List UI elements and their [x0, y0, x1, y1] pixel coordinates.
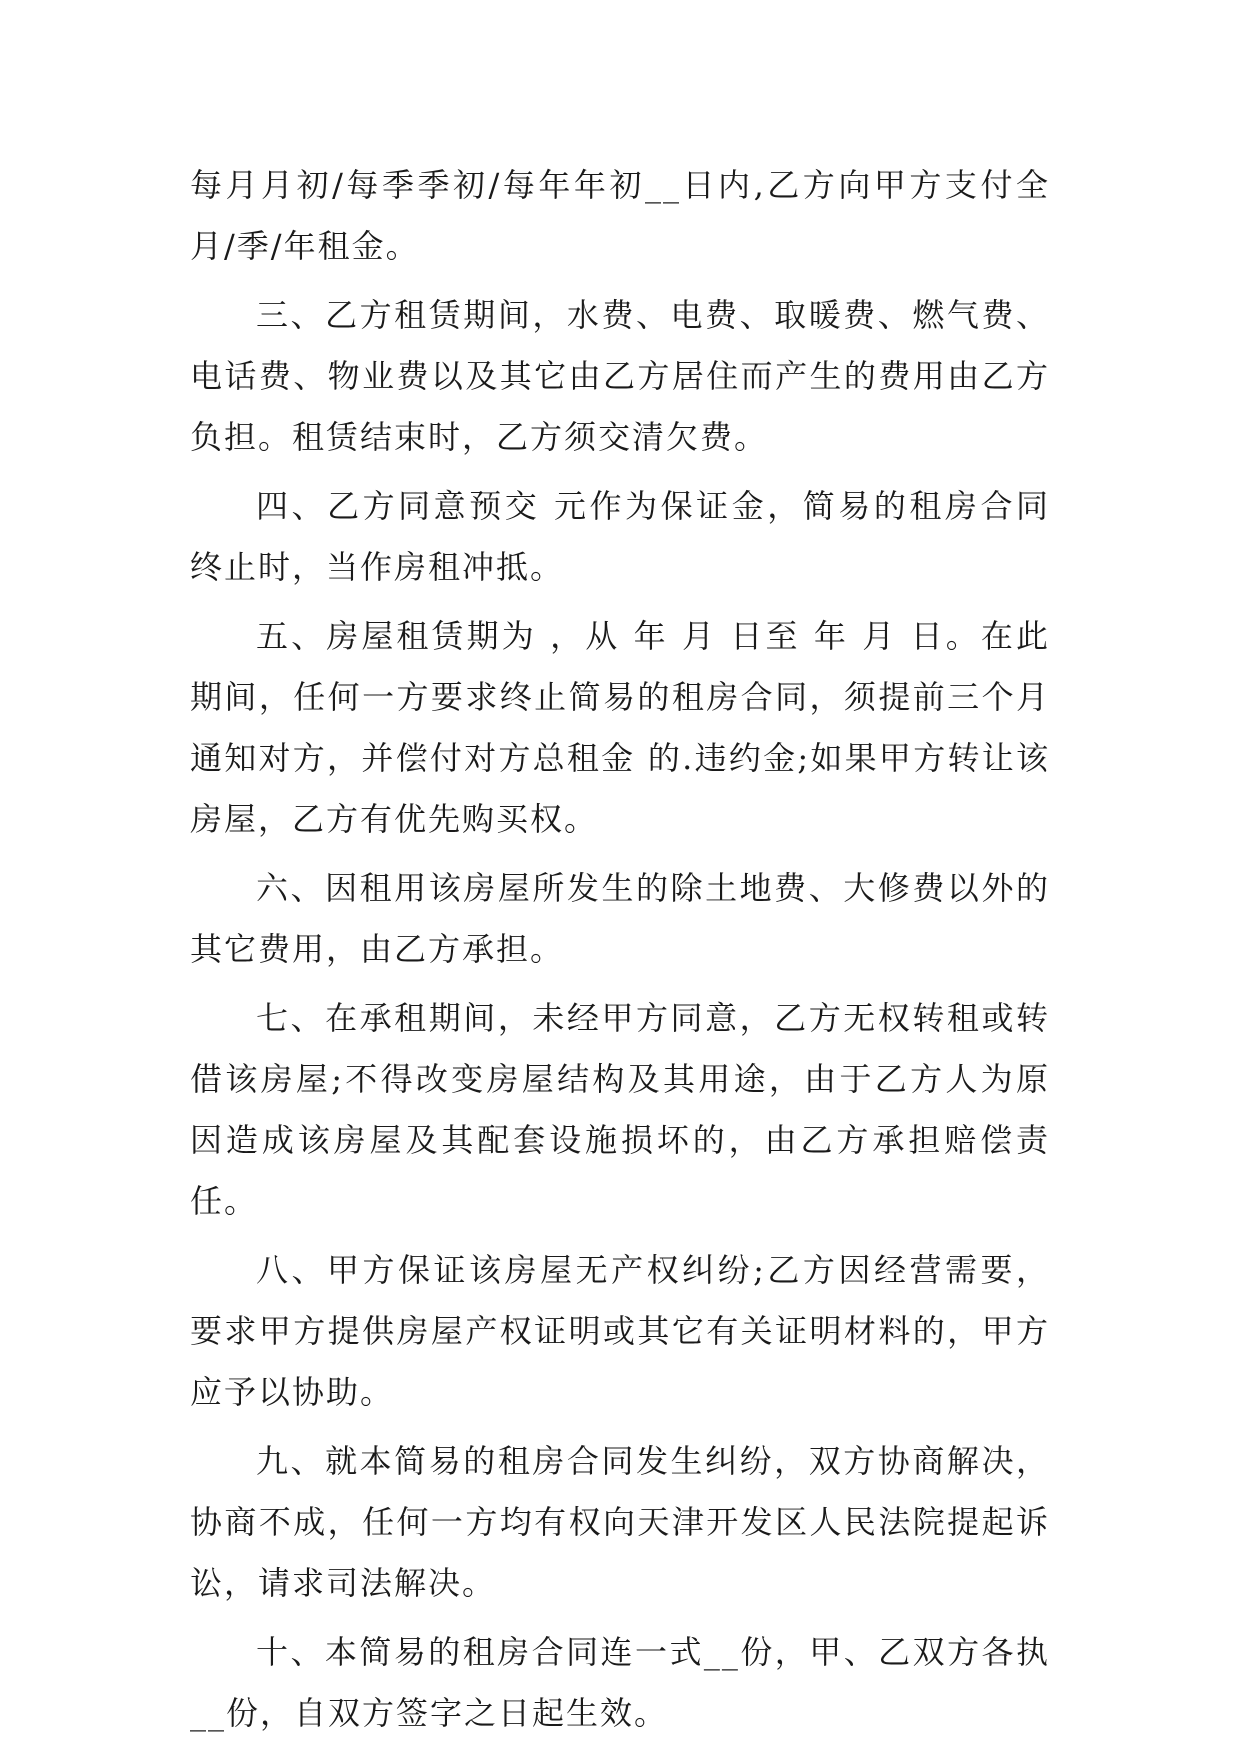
paragraph-clause-3-utilities: 三、乙方租赁期间，水费、电费、取暖费、燃气费、电话费、物业费以及其它由乙方居住而产生的费用由乙方负担。租赁结束时，乙方须交清欠费。 — [190, 296, 1050, 456]
paragraph-clause-5-lease-term: 五、房屋租赁期为 ，从 年 月 日至 年 月 日。在此期间，任何一方要求终止简易的租房合同，须提前三个月通知对方，并偿付对方总租金 的.违约金;如果甲方转让该房屋，乙方有优先购买权。 — [190, 617, 1050, 838]
paragraph-clause-8-title: 八、甲方保证该房屋无产权纠纷;乙方因经营需要，要求甲方提供房屋产权证明或其它有关证明材料的，甲方应予以协助。 — [190, 1251, 1050, 1411]
contract-body — [190, 155, 1050, 1752]
paragraph-clause-10-copies: 十、本简易的租房合同连一式__份，甲、乙双方各执__份，自双方签字之日起生效。 — [190, 1633, 1050, 1732]
paragraph-clause-9-disputes: 九、就本简易的租房合同发生纠纷，双方协商解决，协商不成，任何一方均有权向天津开发区人民法院提起诉讼，请求司法解决。 — [190, 1442, 1050, 1602]
paragraph-clause-6-other-fees: 六、因租用该房屋所发生的除土地费、大修费以外的其它费用，由乙方承担。 — [190, 869, 1050, 968]
paragraph-clause-7-sublease: 七、在承租期间，未经甲方同意，乙方无权转租或转借该房屋;不得改变房屋结构及其用途，由于乙方人为原因造成该房屋及其配套设施损坏的，由乙方承担赔偿责任。 — [190, 999, 1050, 1220]
paragraph-clause-4-deposit: 四、乙方同意预交 元作为保证金，简易的租房合同终止时，当作房租冲抵。 — [190, 487, 1050, 586]
paragraph-payment-schedule: 每月月初/每季季初/每年年初__日内,乙方向甲方支付全月/季/年租金。 — [190, 166, 1050, 265]
